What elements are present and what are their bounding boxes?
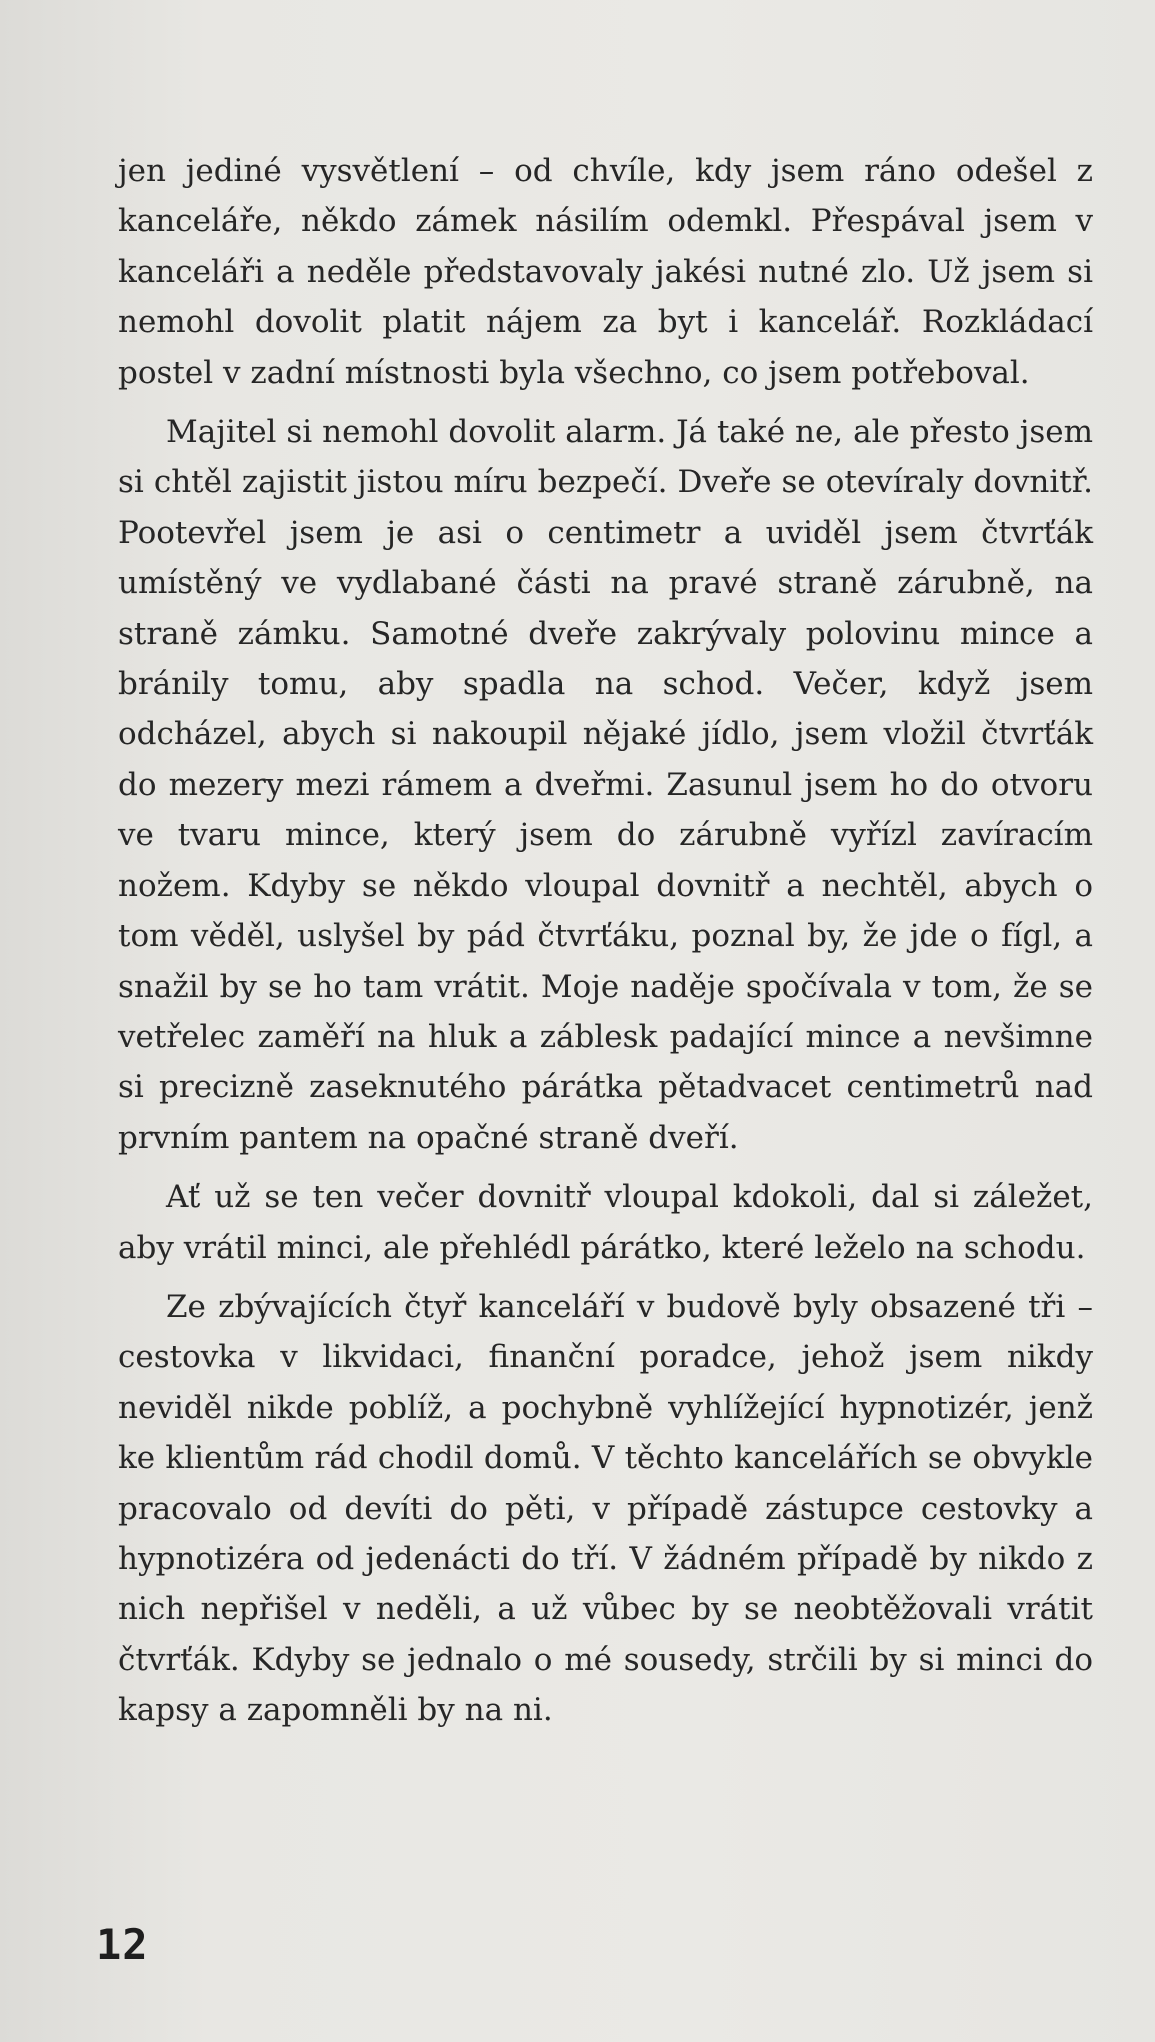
body-text <box>118 146 1093 1736</box>
paragraph-3: Ať už se ten večer dovnitř vloupal kdokoli, dal si záležet, aby vrátil minci, ale přehlédl párátko, které leželo na schodu. <box>118 1179 1093 1266</box>
page-number: 12 <box>96 1920 149 1969</box>
paragraph-4: Ze zbývajících čtyř kanceláří v budově byly obsazené tři – cestovka v likvidaci, finanční poradce, jehož jsem nikdy neviděl nikde poblíž, a pochybně vyhlížející hypnotizér, jenž ke klientům rád chodil domů. V těchto kancelářích se obvykle pracovalo od devíti do pěti, v případě zástupce cestovky a hypnotizéra od jedenácti do tří. V žádném případě by nikdo z nich nepřišel v neděli, a už vůbec by se neobtěžovali vrátit čtvrťák. Kdyby se jednalo o mé sousedy, strčili by si minci do kapsy a zapomněli by na ni. <box>118 1288 1093 1729</box>
paragraph-1: jen jediné vysvětlení – od chvíle, kdy jsem ráno odešel z kanceláře, někdo zámek násilím odemkl. Přespával jsem v kanceláři a neděle představovaly jakési nutné zlo. Už jsem si nemohl dovolit platit nájem za byt i kancelář. Rozkládací postel v zadní místnosti byla všechno, co jsem potřeboval. <box>118 153 1093 391</box>
paragraph-2: Majitel si nemohl dovolit alarm. Já také ne, ale přesto jsem si chtěl zajistit jistou míru bezpečí. Dveře se otevíraly dovnitř. Pootevřel jsem je asi o centimetr a uviděl jsem čtvrťák umístěný ve vydlabané části na pravé straně zárubně, na straně zámku. Samotné dveře zakrývaly polovinu mince a bránily tomu, aby spadla na schod. Večer, když jsem odcházel, abych si nakoupil nějaké jídlo, jsem vložil čtvrťák do mezery mezi rámem a dveřmi. Zasunul jsem ho do otvoru ve tvaru mince, který jsem do zárubně vyřízl zavíracím nožem. Kdyby se někdo vloupal dovnitř a nechtěl, abych o tom věděl, uslyšel by pád čtvrťáku, poznal by, že jde o fígl, a snažil by se ho tam vrátit. Moje naděje spočívala v tom, že se vetřelec zaměří na hluk a záblesk padající mince a nevšimne si precizně zaseknutého párátka pětadvacet centimetrů nad prvním pantem na opačné straně dveří. <box>118 414 1093 1156</box>
